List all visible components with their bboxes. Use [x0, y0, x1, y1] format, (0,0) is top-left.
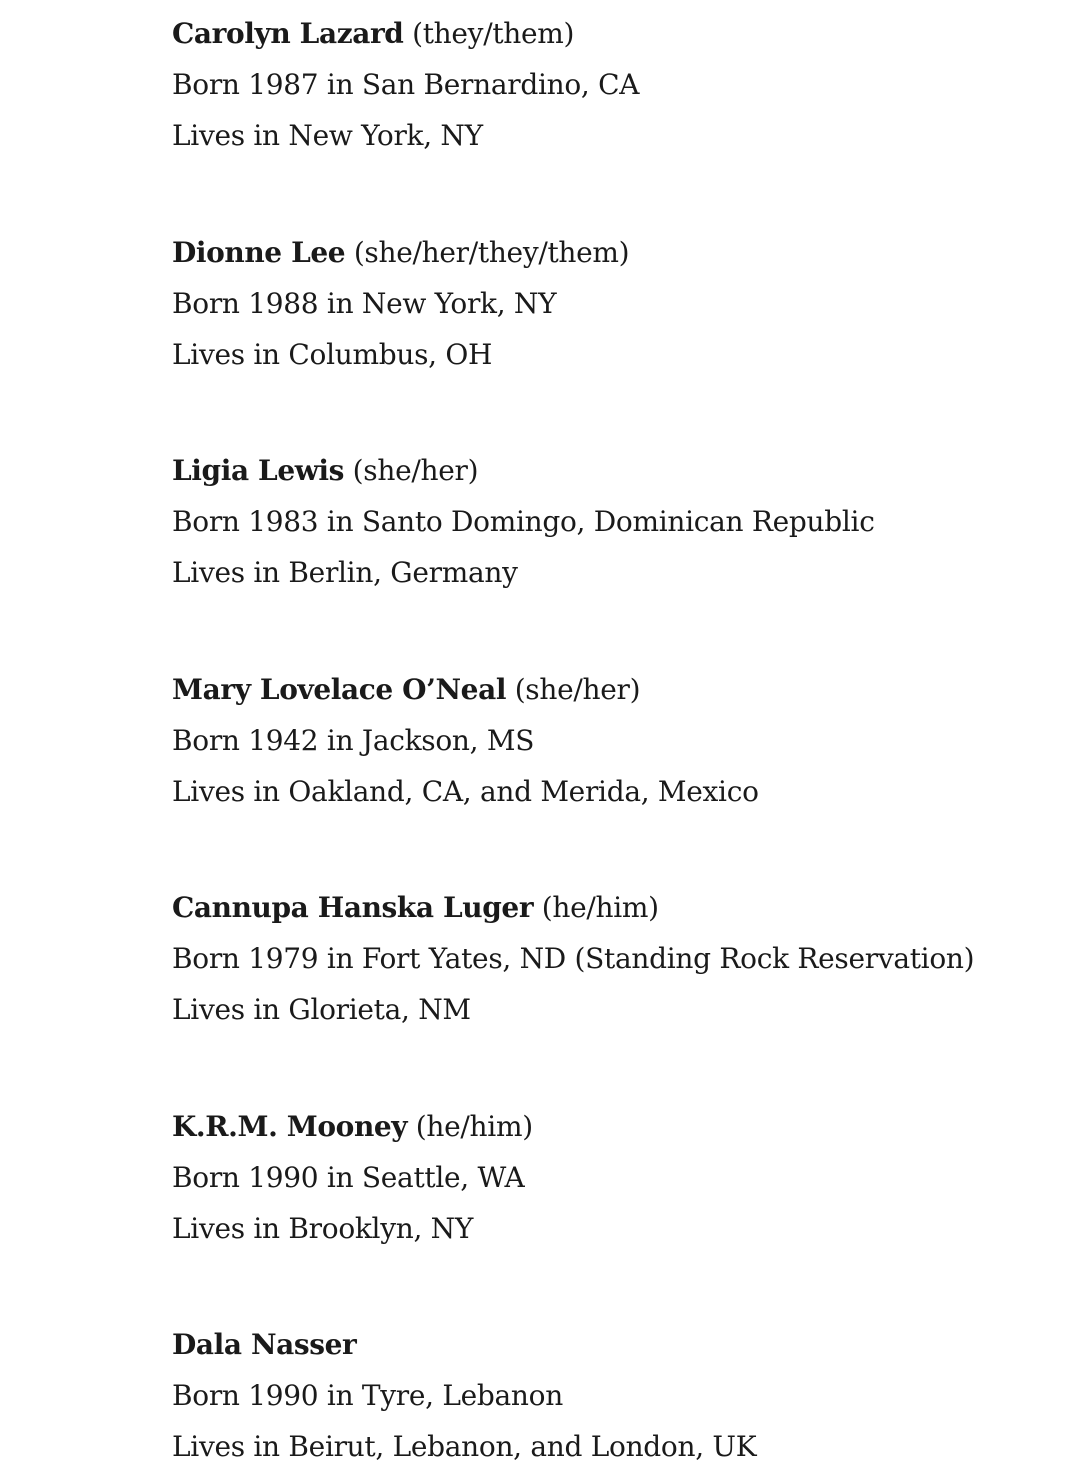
artist-name: Cannupa Hanska Luger — [172, 891, 534, 924]
artist-heading — [172, 664, 1052, 715]
artist-pronouns: (she/her) — [514, 672, 641, 706]
artist-entry — [172, 227, 1052, 380]
artist-pronouns: (they/them) — [412, 17, 575, 50]
artist-name: Dionne Lee — [172, 235, 346, 269]
artist-entry — [172, 445, 1052, 598]
artist-name: Ligia Lewis — [172, 454, 345, 487]
artist-birth: Born 1942 in Jackson, MS — [172, 723, 535, 757]
artist-name: Dala Nasser — [172, 1328, 357, 1361]
artist-entry — [172, 8, 1052, 161]
artist-entry — [172, 882, 1052, 1035]
artist-birth: Born 1988 in New York, NY — [172, 286, 557, 320]
artist-residence: Lives in Beirut, Lebanon, and London, UK — [172, 1430, 757, 1463]
artist-residence: Lives in Oakland, CA, and Merida, Mexico — [172, 774, 759, 808]
artist-pronouns: (she/her/they/them) — [353, 235, 630, 269]
artist-birth: Born 1990 in Tyre, Lebanon — [172, 1379, 563, 1412]
artist-name: Carolyn Lazard — [172, 17, 404, 50]
artist-pronouns: (she/her) — [352, 454, 479, 487]
artist-residence: Lives in Brooklyn, NY — [172, 1211, 474, 1245]
artist-residence: Lives in Glorieta, NM — [172, 993, 471, 1026]
artist-residence: Lives in Columbus, OH — [172, 337, 493, 371]
artist-entry — [172, 664, 1052, 817]
artist-pronouns: (he/him) — [415, 1109, 533, 1143]
artist-entry — [172, 1319, 1052, 1472]
artist-heading — [172, 227, 1052, 278]
artist-heading — [172, 1319, 1052, 1370]
artist-heading — [172, 445, 1052, 496]
artist-pronouns: (he/him) — [541, 891, 659, 924]
artist-birth: Born 1987 in San Bernardino, CA — [172, 68, 640, 101]
artist-heading — [172, 8, 1052, 59]
artist-name: Mary Lovelace O’Neal — [172, 672, 507, 706]
artist-birth: Born 1983 in Santo Domingo, Dominican Republic — [172, 505, 875, 538]
artist-name: K.R.M. Mooney — [172, 1109, 408, 1143]
artist-entry — [172, 1101, 1052, 1254]
artist-list — [172, 8, 1052, 1472]
artist-birth: Born 1990 in Seattle, WA — [172, 1160, 525, 1194]
artist-birth: Born 1979 in Fort Yates, ND (Standing Rock Reservation) — [172, 942, 975, 975]
artist-heading — [172, 1101, 1052, 1152]
artist-residence: Lives in Berlin, Germany — [172, 556, 518, 589]
artist-residence: Lives in New York, NY — [172, 119, 483, 152]
artist-heading — [172, 882, 1052, 933]
